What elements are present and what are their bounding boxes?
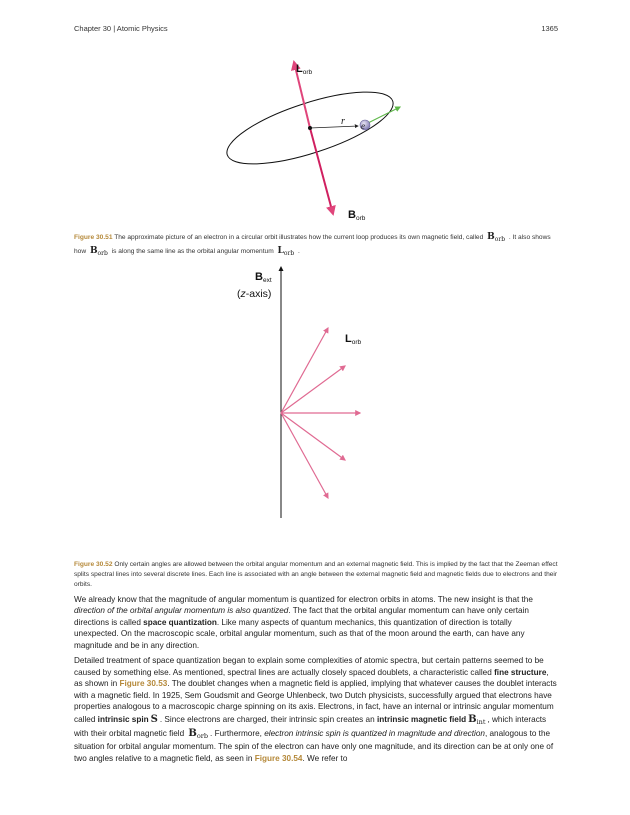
math-s: S [150, 713, 158, 725]
label-l-orb: Lorb [296, 63, 313, 76]
label-e: e [361, 121, 365, 131]
math-b-orb: $B_{orb}$ [89, 245, 108, 257]
b-orb-arrow [310, 128, 333, 214]
label-r: r [341, 116, 345, 127]
figure-30-51-caption: Figure 30.51 The approximate picture of an electron in a circular orbit illustrates how the current loop produces its own magnetic field, called $B_{orb}$ . It also shows how $B_{orb}$ is along the same line as the orbital angular momentum $L_{orb}$ . [74, 232, 551, 257]
figure-electron-orbit [200, 52, 430, 227]
paragraph-intrinsic-spin: Detailed treatment of space quantization began to explain some complexities of atomic spectra, but certain patterns seemed to be caused by something else. As mentioned, spectral lines are actually closely spaced doublets, a characteristic called fine structure, as shown in Figure 30.53. The doublet changes when a magnetic field is applied, implying that whatever causes the doublet interacts with a magnetic field. In 1925, Sem Goudsmit and George Uhlenbeck, two Dutch physicists, successfully argued that electrons have properties analogous to a macroscopic charge spinning on its axis. Electrons, in fact, have an internal or intrinsic angular momentum called intrinsic spin S . Since electrons are charged, their intrinsic spin creates an intrinsic magnetic field $B_{int}$ , which interacts with their orbital magnetic field $B_{orb}$ . Furthermore, electron intrinsic spin is quantized in magnitude and direction, analogous to the situation for orbital angular momentum. The spin of the electron can have only one magnitude, and its direction can be at only one of two angles relative to a magnetic field, as seen in Figure 30.54. We refer to [74, 656, 557, 763]
figure-number: Figure 30.51 [74, 234, 113, 241]
orbit-center [308, 126, 312, 130]
link-figure-30-54[interactable]: Figure 30.54 [254, 753, 303, 763]
radius-line [310, 126, 358, 128]
body-text [74, 594, 558, 768]
velocity-arrow [366, 107, 400, 124]
label-b-orb: Borb [348, 209, 366, 222]
lorb-arrow-1 [281, 328, 328, 413]
paragraph-space-quantization: We already know that the magnitude of angular momentum is quantized for electron orbits in atoms. The new insight is that the direction of the orbital angular momentum is also quantized. The fact that the orbital angular momentum can have only certain directions is called space quantization. Like many aspects of quantum mechanics, this quantization of direction is totally unexpected. On the macroscopic scale, orbital angular momentum, such as that of the moon around the earth, can have any magnitude and be in any direction. [74, 595, 533, 650]
label-b-ext: Bext [255, 271, 272, 284]
lorb-arrow-5 [281, 413, 328, 498]
lorb-arrow-2 [281, 366, 345, 413]
math-b-orb: $B_{orb}$ [188, 727, 209, 740]
math-b-orb: $B_{orb}$ [487, 232, 506, 243]
chapter-title: Chapter 30 | Atomic Physics [74, 24, 168, 33]
figure-space-quantization [225, 262, 385, 520]
figure-30-52-caption: Figure 30.52 Only certain angles are allowed between the orbital angular momentum and an external magnetic field. This is implied by the fact that the Zeeman effect splits spectral lines into several discrete lines. Each line is associated with an angle between the external magnetic field and magnetic fields due to electrons and their orbits. [74, 561, 558, 588]
lorb-arrow-4 [281, 413, 345, 460]
label-l-orb: Lorb [345, 333, 362, 346]
math-l-orb: $L_{orb}$ [277, 245, 295, 257]
page-number: 1365 [541, 24, 558, 33]
page-header [74, 24, 558, 36]
math-b-int: $B_{int}$ [468, 713, 486, 726]
figure-number: Figure 30.52 [74, 561, 113, 568]
label-z-axis: (z-axis) [237, 288, 272, 300]
link-figure-30-53[interactable]: Figure 30.53 [119, 679, 168, 689]
